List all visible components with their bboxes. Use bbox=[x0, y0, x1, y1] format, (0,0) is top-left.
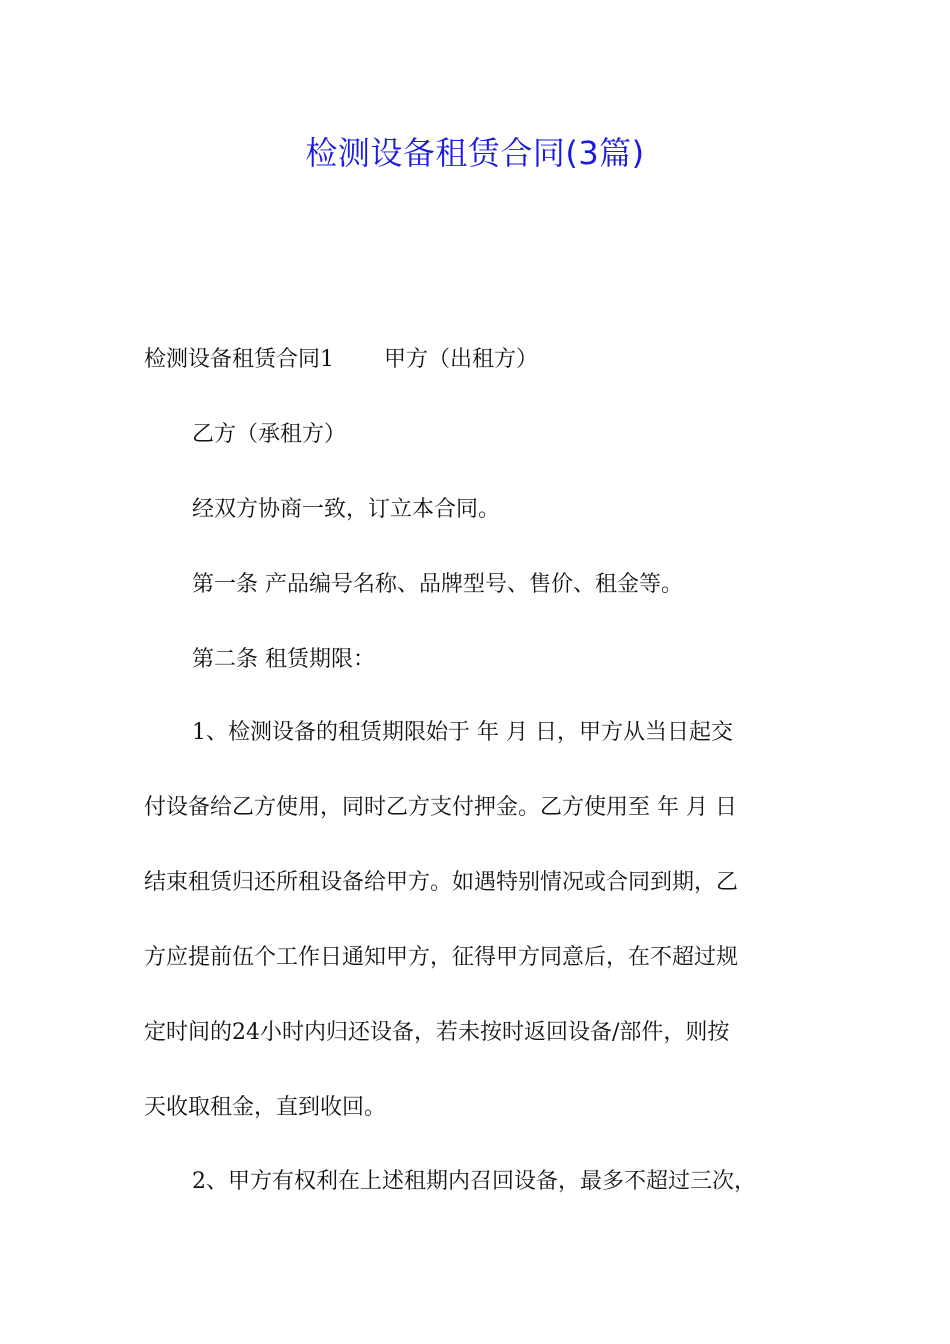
clause-1-line-2: 付设备给乙方使用，同时乙方支付押金。乙方使用至 年 月 日 bbox=[144, 795, 737, 820]
contract-heading-line bbox=[144, 345, 814, 375]
party-a-label: 甲方（出租方） bbox=[384, 347, 539, 372]
clause-1-line-3: 结束租赁归还所租设备给甲方。如遇特别情况或合同到期，乙 bbox=[144, 870, 739, 895]
document-title: 检测设备租赁合同(3篇) bbox=[305, 134, 645, 172]
paragraph-agreement: 经双方协商一致，订立本合同。 bbox=[192, 497, 501, 522]
clause-2-line-1: 2、甲方有权利在上述租期内召回设备，最多不超过三次， bbox=[192, 1169, 756, 1194]
party-b-label: 乙方（承租方） bbox=[192, 422, 347, 447]
article-two-heading: 第二条 租赁期限： bbox=[192, 647, 375, 672]
clause-1-line-1: 1、检测设备的租赁期限始于 年 月 日，甲方从当日起交 bbox=[192, 720, 733, 745]
clause-1-line-4: 方应提前伍个工作日通知甲方，征得甲方同意后，在不超过规 bbox=[144, 945, 739, 970]
article-one: 第一条 产品编号名称、品牌型号、售价、租金等。 bbox=[192, 572, 683, 597]
clause-1-line-5: 定时间的24小时内归还设备，若未按时返回设备/部件，则按 bbox=[144, 1020, 730, 1045]
contract-number-label: 检测设备租赁合同1 bbox=[144, 347, 334, 372]
clause-1-line-6: 天收取租金，直到收回。 bbox=[144, 1095, 387, 1120]
